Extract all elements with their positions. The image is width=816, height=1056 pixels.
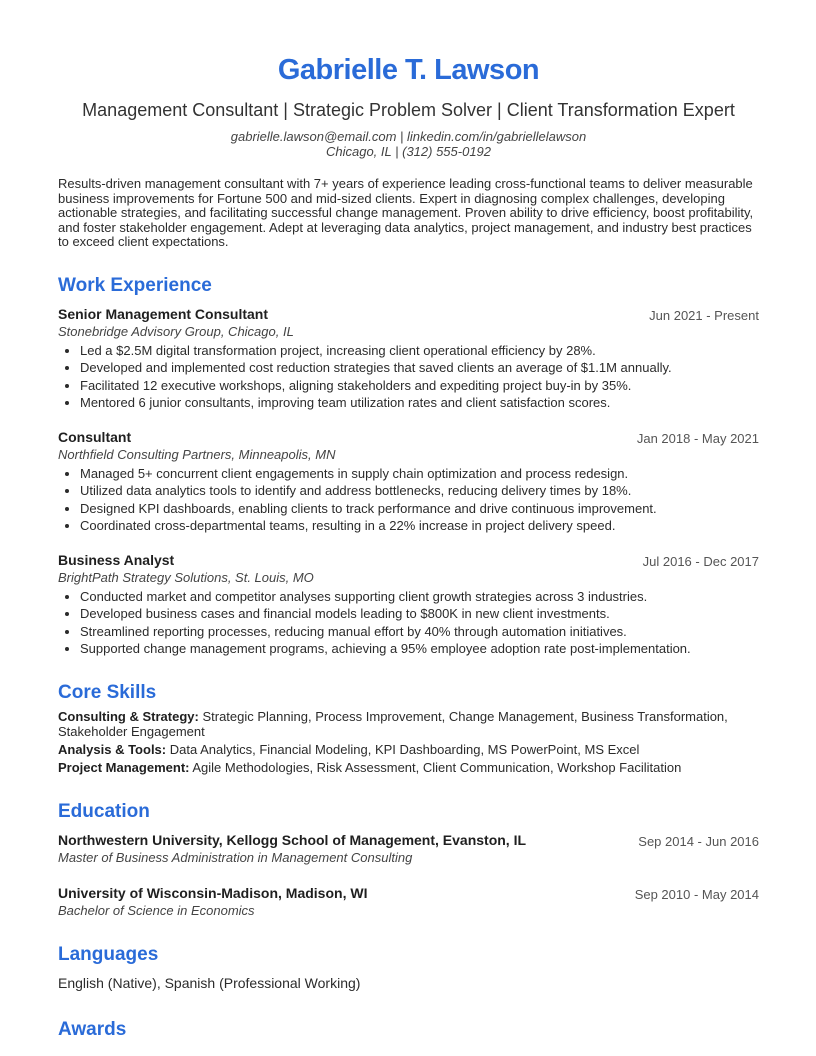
job-title: Consultant (58, 429, 132, 445)
list-item: • Coordinated cross-departmental teams, resulting in a 22% increase in project delivery speed. (80, 517, 759, 534)
job-date: Jul 2016 - Dec 2017 (642, 554, 759, 569)
contact-line-email: gabrielle.lawson@email.com | linkedin.com/in/gabriellelawson (230, 129, 587, 144)
education-date: Sep 2010 - May 2014 (634, 887, 759, 902)
skill-value: Data Analytics, Financial Modeling, KPI Dashboarding, MS PowerPoint, MS Excel (166, 742, 640, 757)
skill-label: Project Management: (58, 760, 190, 775)
list-item: • Streamlined reporting processes, reducing manual effort by 40% through automation initiatives. (80, 623, 759, 640)
job-organization: BrightPath Strategy Solutions, St. Louis, MO (58, 570, 314, 585)
list-item: • Supported change management programs, achieving a 95% employee adoption rate post-implementation. (80, 640, 759, 657)
job-bullets (58, 342, 759, 411)
section-title-education: Education (58, 801, 150, 822)
candidate-name: Gabrielle T. Lawson (277, 54, 540, 86)
professional-summary: Results-driven management consultant with 7+ years of experience leading cross-functional teams to deliver measurable business improvements for Fortune 500 and mid-sized clients. Expert in diagnosing complex challenges, developing actionable strategies, and facilitating successful change management. Proven ability to drive efficiency, boost profitability, and foster stakeholder engagement. Adept at leveraging data analytics, project management, and industry best practices to exceed client expectations. (58, 176, 754, 249)
list-item: • Developed business cases and financial models leading to $800K in new client investments. (80, 605, 759, 622)
job-date: Jun 2021 - Present (649, 308, 759, 323)
job-title: Business Analyst (58, 552, 175, 568)
list-item: • Utilized data analytics tools to identify and address bottlenecks, reducing delivery times by 18%. (80, 482, 759, 499)
education-date: Sep 2014 - Jun 2016 (638, 834, 759, 849)
school-name: Northwestern University, Kellogg School of Management, Evanston, IL (58, 832, 527, 848)
skill-line (58, 743, 759, 758)
list-item: • Mentored 6 junior consultants, improving team utilization rates and client satisfaction scores. (80, 394, 759, 411)
list-item: • Conducted market and competitor analyses supporting client growth strategies across 3 industries. (80, 588, 759, 605)
skill-label: Analysis & Tools: (58, 742, 167, 757)
skill-value: Strategic Planning, Process Improvement, Change Management, Business Transformation, Stakeholder Engagement (58, 709, 728, 739)
contact-line-location: Chicago, IL | (312) 555-0192 (325, 144, 492, 159)
job-date: Jan 2018 - May 2021 (636, 431, 759, 446)
skill-value: Agile Methodologies, Risk Assessment, Client Communication, Workshop Facilitation (189, 760, 682, 775)
skill-line (58, 761, 759, 776)
degree: Bachelor of Science in Economics (58, 903, 255, 918)
tagline: Management Consultant | Strategic Problem Solver | Client Transformation Expert (82, 100, 735, 120)
school-name: University of Wisconsin-Madison, Madison, WI (58, 885, 368, 901)
languages-list: English (Native), Spanish (Professional Working) (58, 975, 361, 991)
list-item: • Designed KPI dashboards, enabling clients to track performance and drive continuous improvement. (80, 500, 759, 517)
section-title-experience: Work Experience (58, 275, 212, 296)
list-item: • Managed 5+ concurrent client engagements in supply chain optimization and process redesign. (80, 465, 759, 482)
job-title: Senior Management Consultant (58, 306, 269, 322)
job-organization: Stonebridge Advisory Group, Chicago, IL (58, 324, 294, 339)
section-title-skills: Core Skills (58, 682, 157, 703)
job-organization: Northfield Consulting Partners, Minneapolis, MN (58, 447, 336, 462)
skill-label: Consulting & Strategy: (58, 709, 199, 724)
list-item: • Developed and implemented cost reduction strategies that saved clients an average of $1.1M annually. (80, 359, 759, 376)
job-bullets (58, 465, 759, 534)
skill-line (58, 710, 759, 739)
job-bullets (58, 588, 759, 657)
list-item: • Facilitated 12 executive workshops, aligning stakeholders and expediting project buy-in by 35%. (80, 377, 759, 394)
section-title-languages: Languages (58, 944, 159, 965)
section-title-awards: Awards (58, 1019, 127, 1040)
list-item: • Led a $2.5M digital transformation project, increasing client operational efficiency by 28%. (80, 342, 759, 359)
degree: Master of Business Administration in Management Consulting (58, 850, 413, 865)
